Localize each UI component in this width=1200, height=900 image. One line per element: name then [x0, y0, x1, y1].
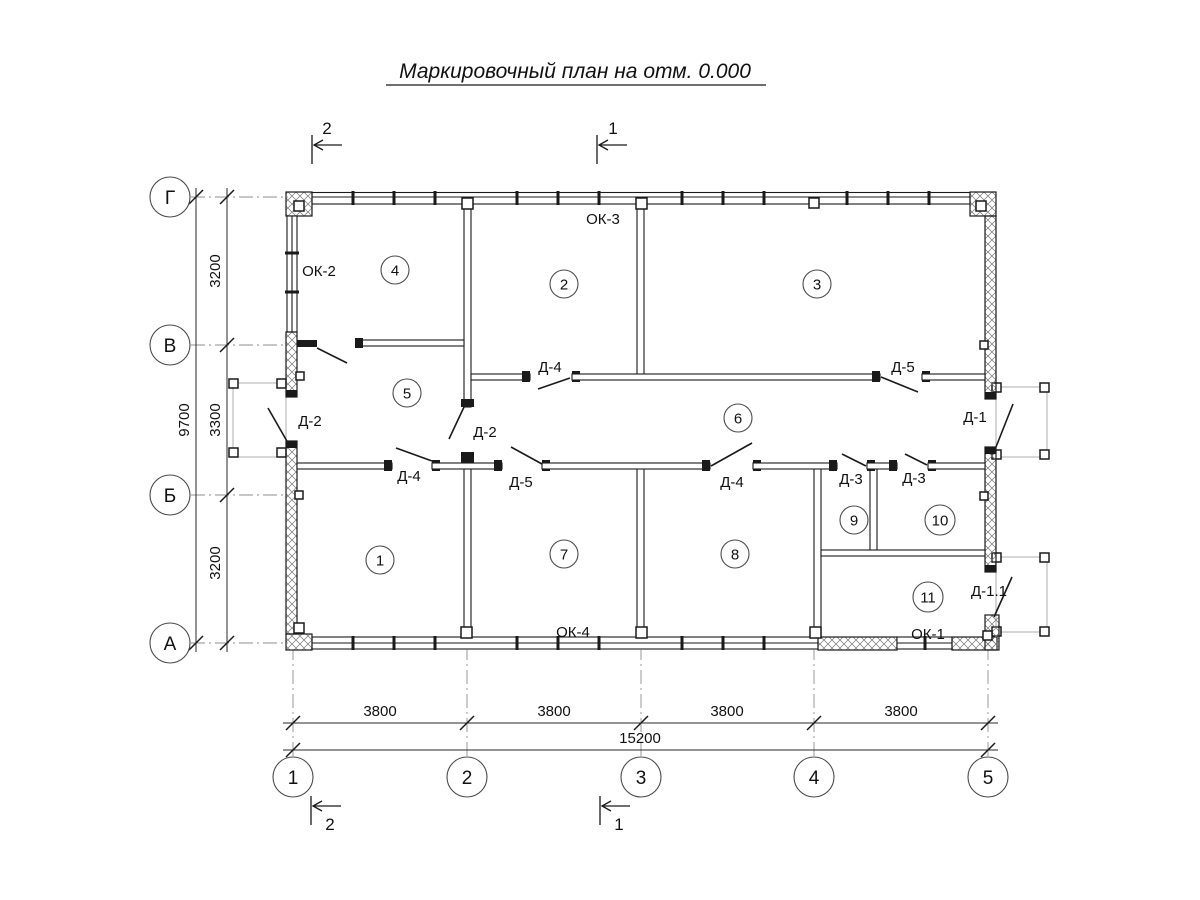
corridor-wall-lower-6	[928, 463, 985, 469]
section-mark-bottom-2	[311, 796, 341, 834]
axis-col-3: 3	[635, 768, 647, 789]
room-marker-8	[721, 540, 749, 568]
room-marker-3	[803, 270, 831, 298]
window-label-ok1: ОК-1	[911, 626, 945, 643]
door-leaf-room2-d4	[538, 378, 570, 389]
drawing-title: Маркировочный план на отм. 0.000	[399, 60, 751, 83]
wall-rooms-4-5	[357, 340, 464, 346]
porch-right-upper	[996, 387, 1047, 457]
room-marker-5	[393, 379, 421, 407]
wall-left-upper	[286, 332, 297, 397]
room-label: 1	[375, 552, 385, 570]
section-mark-bottom-1	[600, 796, 630, 834]
room-label: 7	[559, 546, 569, 564]
section-mark-top-1	[597, 119, 627, 164]
dim-left-seg-3: 3200	[207, 546, 224, 580]
corner-bottom-left	[286, 634, 312, 650]
window-label-ok2: ОК-2	[302, 263, 336, 280]
porch-left	[233, 383, 286, 457]
axis-row-g: Г	[164, 188, 176, 209]
axis-col-5: 5	[982, 768, 994, 789]
room-label: 4	[390, 262, 400, 280]
room-marker-11	[913, 582, 943, 612]
axis-col-1: 1	[287, 768, 299, 789]
door-label-hall-d2: Д-2	[473, 424, 497, 441]
door-leaf-room1-d4	[396, 448, 432, 461]
section-label: 2	[322, 119, 332, 138]
axis-row-a: А	[163, 634, 177, 655]
wall-right-middle	[985, 447, 996, 572]
dim-bottom-total: 15200	[619, 730, 661, 747]
room-label: 9	[849, 512, 859, 530]
corridor-wall-upper-2	[572, 374, 880, 380]
wall-rooms-9-10	[870, 466, 877, 553]
wall-bottom-right-1	[818, 637, 897, 650]
room-label: 6	[733, 410, 743, 428]
corridor-wall-lower-4	[753, 463, 837, 469]
door-leaf-entry-d2	[268, 408, 288, 443]
door-label-room2-d4: Д-4	[538, 359, 562, 376]
door-leaf-room9-d3	[842, 454, 866, 466]
corridor-wall-lower-1	[297, 463, 392, 469]
room-label: 11	[920, 589, 936, 607]
door-leaf-room8-d4	[711, 443, 752, 466]
dim-left-seg-2: 3300	[207, 403, 224, 437]
wall-right-upper	[985, 216, 996, 399]
window-label-ok4: ОК-4	[556, 624, 590, 641]
door-label-room8-d4: Д-4	[720, 474, 744, 491]
grid-lines	[191, 197, 988, 756]
room-marker-1	[366, 546, 394, 574]
section-label: 2	[325, 815, 335, 834]
room-label: 8	[730, 546, 740, 564]
dim-bottom-seg-2: 3800	[537, 703, 571, 720]
dim-bottom-seg-4: 3800	[884, 703, 918, 720]
wall-rooms-2-3	[637, 204, 644, 377]
room-marker-2	[550, 270, 578, 298]
room-marker-4	[381, 256, 409, 284]
axis-markers	[150, 177, 1008, 797]
corridor-wall-lower-3	[542, 463, 710, 469]
axis-col-2: 2	[461, 768, 473, 789]
corridor-wall-upper-1	[471, 374, 530, 380]
wall-rooms-7-8	[637, 466, 644, 637]
wall-rooms-1-7	[464, 466, 471, 637]
door-leaf-room3-d5	[881, 377, 918, 392]
window-label-ok3: ОК-3	[586, 211, 620, 228]
door-leaf-hall-d2	[449, 407, 464, 439]
door-label-room9-d3: Д-3	[839, 471, 863, 488]
dim-left-total: 9700	[176, 403, 193, 437]
room-numbers	[366, 256, 955, 612]
dim-bottom-seg-3: 3800	[710, 703, 744, 720]
dim-left-seg-1: 3200	[207, 254, 224, 288]
interior-walls	[297, 204, 985, 637]
wall-rooms-4-2	[464, 204, 471, 407]
room-marker-7	[550, 540, 578, 568]
door-label-d11: Д-1.1	[970, 583, 1008, 600]
room-label: 10	[931, 512, 949, 530]
door-leaf-room7-d5	[511, 447, 542, 464]
door-label-room10-d3: Д-3	[902, 470, 926, 487]
section-mark-top-2	[312, 119, 342, 164]
door-leaf-d1	[996, 404, 1013, 447]
axis-col-4: 4	[808, 768, 820, 789]
opening-labels	[298, 211, 1007, 643]
room-marker-9	[840, 506, 868, 534]
wall-left-lower	[286, 441, 297, 634]
door-leaf-room4	[317, 348, 347, 363]
door-label-entry-d2: Д-2	[298, 413, 322, 430]
door-label-room7-d5: Д-5	[509, 474, 533, 491]
corridor-wall-lower-2	[432, 463, 502, 469]
room-marker-10	[925, 505, 955, 535]
wall-rooms-8-9	[814, 466, 821, 637]
axis-row-v: В	[163, 336, 177, 357]
door-label-d1: Д-1	[963, 409, 987, 426]
dim-bottom-seg-1: 3800	[363, 703, 397, 720]
axis-row-b: Б	[163, 486, 177, 507]
door-label-room1-d4: Д-4	[397, 468, 421, 485]
door-label-room3-d5: Д-5	[891, 359, 915, 376]
room-label: 2	[559, 276, 569, 294]
section-label: 1	[614, 815, 624, 834]
corridor-wall-upper-3	[922, 374, 985, 380]
door-leaf-room10-d3	[905, 454, 927, 465]
room-label: 3	[812, 276, 822, 294]
section-label: 1	[608, 119, 618, 138]
wall-rooms-10-11	[821, 550, 985, 556]
room-marker-6	[724, 404, 752, 432]
room-label: 5	[402, 385, 412, 403]
